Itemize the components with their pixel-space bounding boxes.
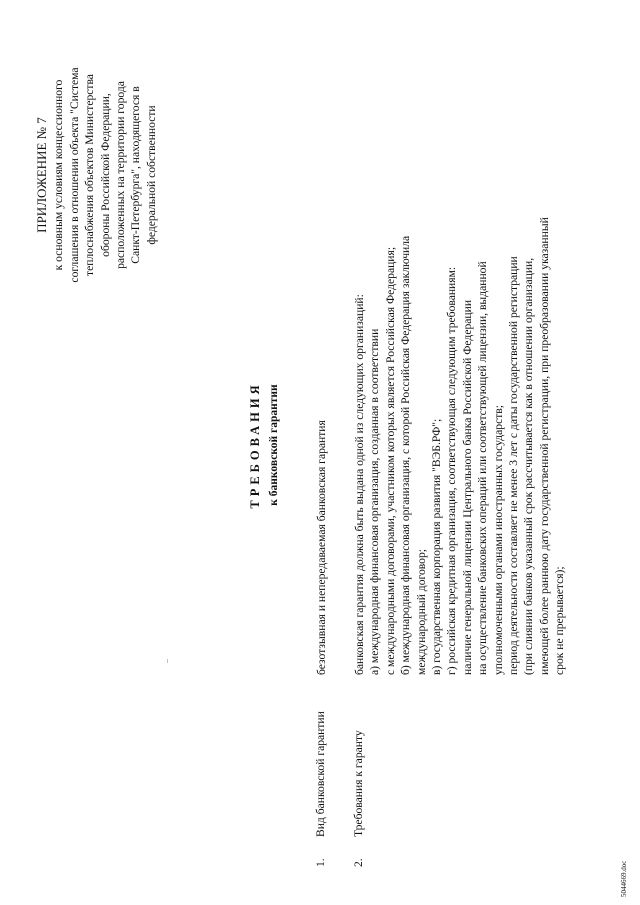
requirement-line: уполномоченными органами иностранных государств; bbox=[491, 405, 505, 675]
requirement-line: банковская гарантия должна быть выдана одной из следующих организаций: bbox=[353, 294, 366, 675]
requirement-line: период деятельности составляет не менее 3 лет с даты государственной регистрации bbox=[507, 256, 521, 675]
scan-mark bbox=[167, 659, 168, 663]
row-value-guarantee-type: безотзывная и непередаваемая банковская гарантия bbox=[315, 420, 328, 675]
appendix-line: теплоснабжения объектов Министерства bbox=[83, 74, 97, 276]
requirement-line: (при слиянии банков указанный срок рассчитывается как в отношении организации, bbox=[522, 257, 536, 675]
row-number: 1. bbox=[314, 858, 327, 867]
document-title: ТРЕБОВАНИЯ bbox=[248, 381, 262, 509]
appendix-line: обороны Российской Федерации, bbox=[98, 93, 112, 257]
requirement-line: в) государственная корпорация развития "ВЭБ.РФ"; bbox=[430, 418, 444, 675]
row-value-guarantor-requirements bbox=[352, 217, 568, 675]
appendix-line: к основным условиям концессионного bbox=[52, 79, 66, 271]
appendix-line: соглашения в отношении объекта "Система bbox=[67, 67, 81, 283]
requirement-line: б) международная финансовая организация, с которой Российская Федерация заключила bbox=[399, 235, 413, 675]
requirement-line: а) международная финансовая организация, созданная в соответствии bbox=[368, 328, 382, 675]
file-reference: 5044669.doc bbox=[620, 860, 628, 897]
requirement-line: имеющей более раннюю дату государственной регистрации, при преобразовании указанный bbox=[537, 217, 551, 675]
appendix-line: расположенных на территории города bbox=[114, 81, 128, 269]
requirement-line: срок не прерывается); bbox=[553, 566, 567, 675]
row-label-guarantor-requirements: Требования к гаранту bbox=[352, 730, 365, 837]
requirement-line: международный договор; bbox=[414, 549, 428, 675]
requirement-line: наличие генеральной лицензии Центрального банка Российской Федерации bbox=[460, 299, 474, 675]
document-subtitle: к банковской гарантии bbox=[268, 384, 280, 506]
requirement-line: г) российская кредитная организация, соответствующая следующим требованиям: bbox=[445, 266, 459, 675]
requirement-line: на осуществление банковских операций или соответствующей лицензии, выданной bbox=[476, 261, 490, 675]
appendix-line: Санкт-Петербурга", находящегося в bbox=[129, 86, 143, 264]
appendix-block bbox=[34, 5, 159, 345]
row-number: 2. bbox=[352, 858, 365, 867]
row-label-guarantee-type: Вид банковской гарантии bbox=[314, 711, 327, 837]
appendix-title: ПРИЛОЖЕНИЕ № 7 bbox=[34, 117, 49, 233]
requirement-line: с международными договорами, участником которых является Российская Федерация; bbox=[383, 246, 397, 675]
appendix-line: федеральной собственности bbox=[144, 105, 158, 245]
